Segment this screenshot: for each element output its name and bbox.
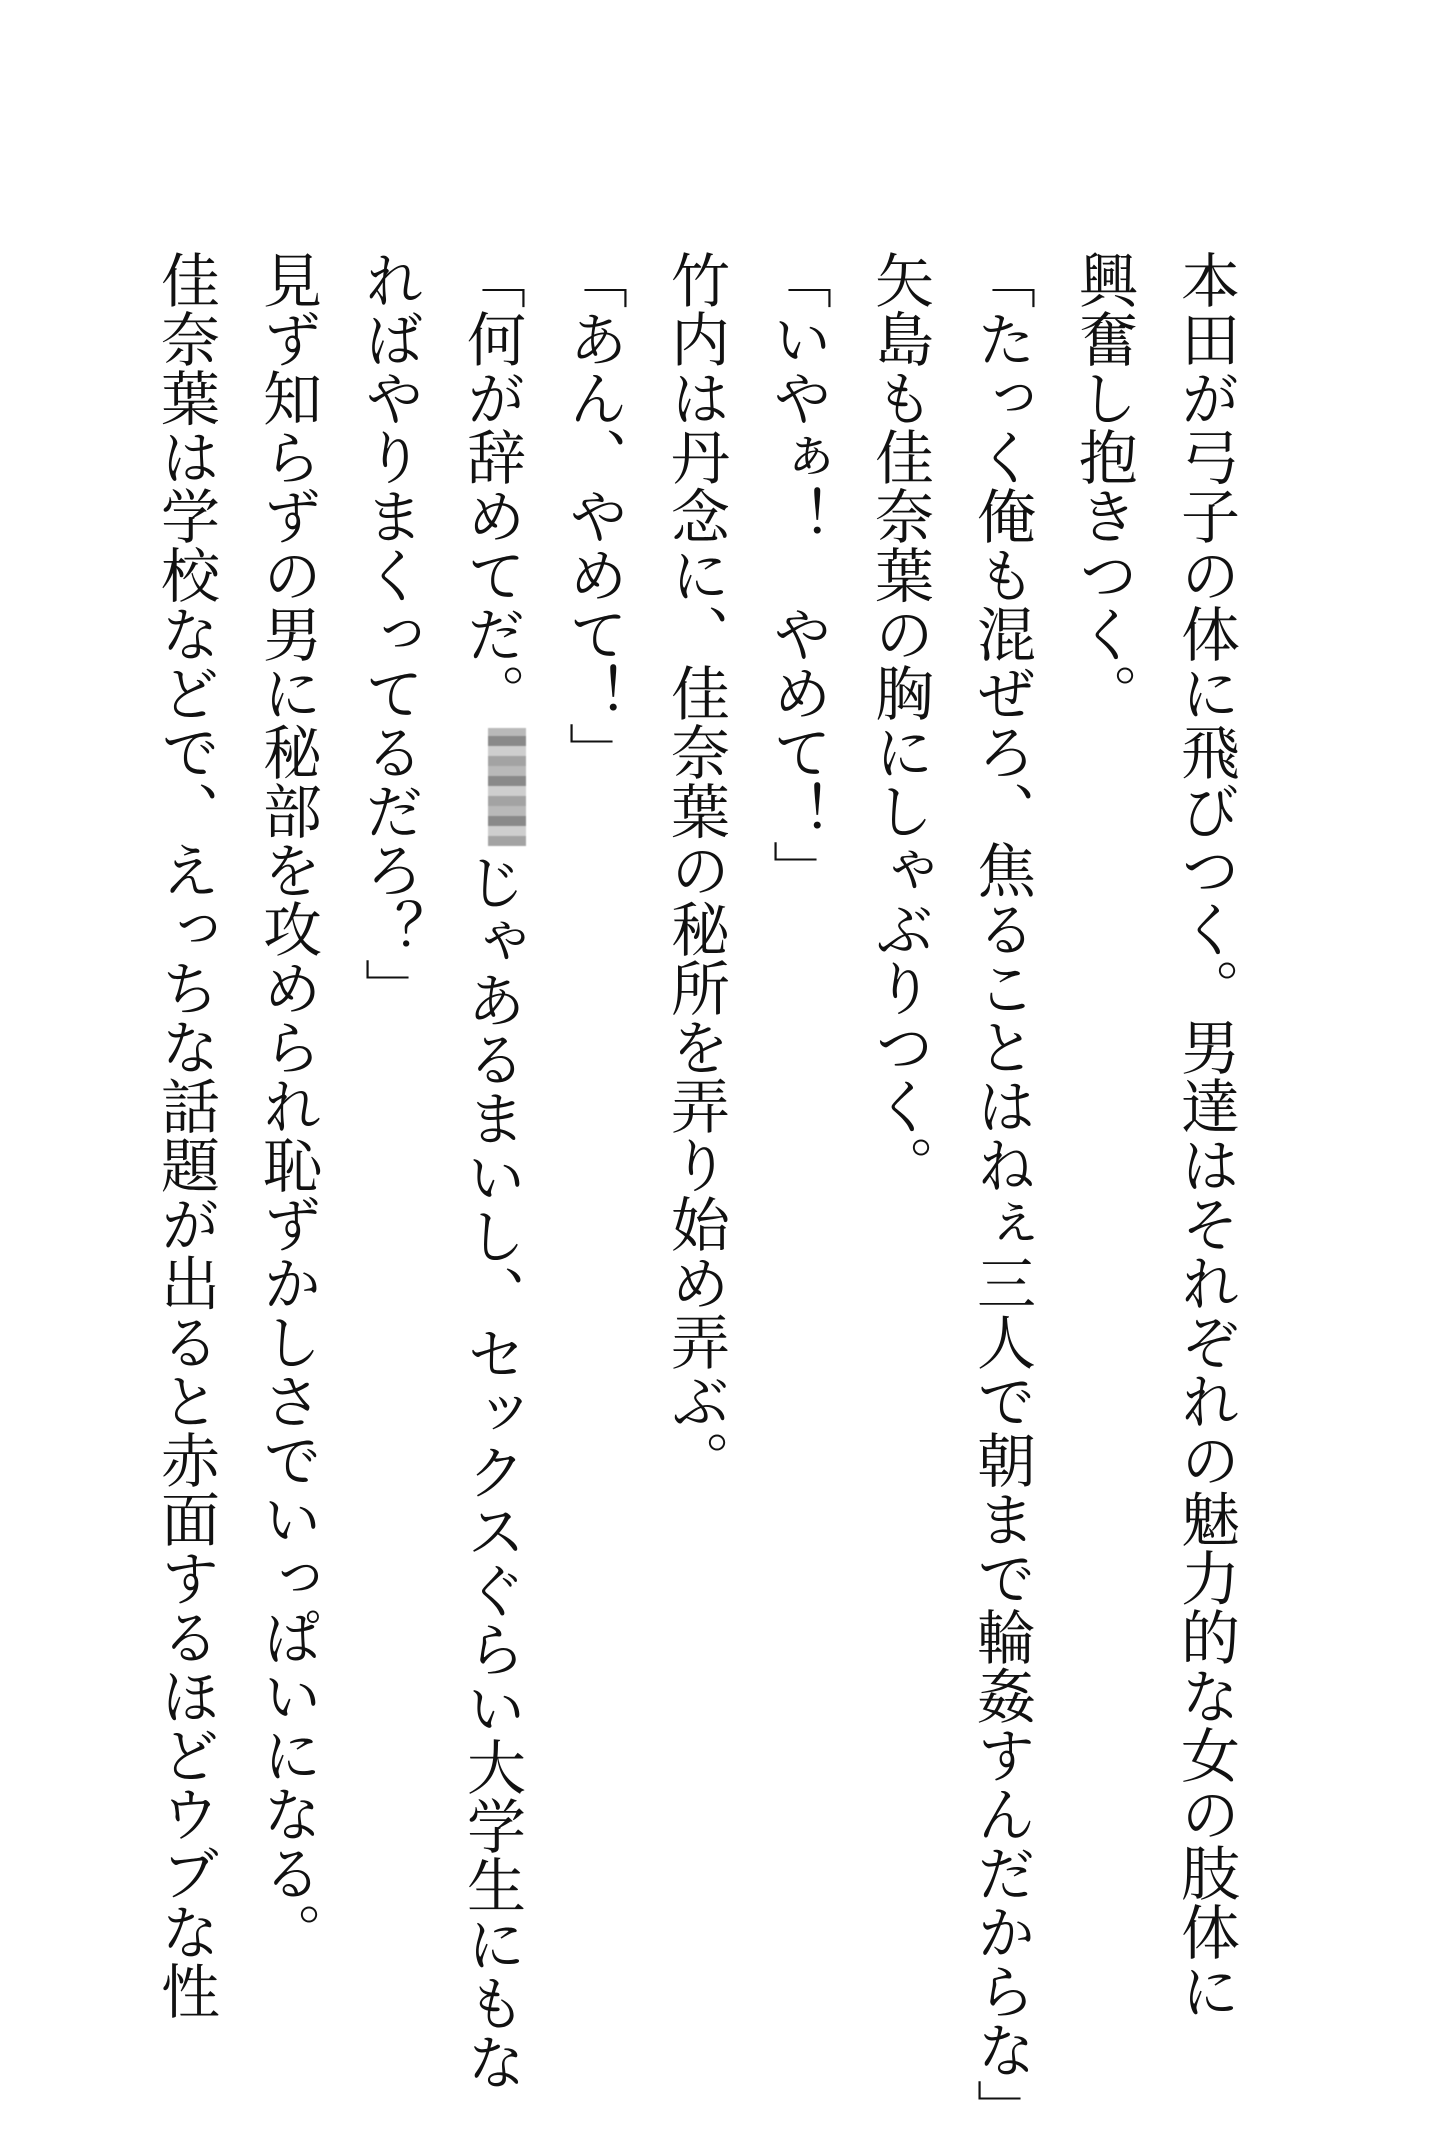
text-column-2: 興奮し抱きつく。 <box>1069 250 1138 722</box>
text-column-8 <box>456 250 526 2091</box>
text-column-4: 矢島も佳奈葉の胸にしゃぶりつく。 <box>865 250 934 1194</box>
text-column-10: 見ず知らずの男に秘部を攻められ恥ずかしさでいっぱいになる。 <box>253 250 322 1961</box>
text-column-3: 「たっく俺も混ぜろ、焦ることはねぇ三人で朝まで輪姦すんだからな」 <box>967 250 1036 2138</box>
censor-mosaic <box>488 728 526 846</box>
text-column-5: 「いやぁ！ やめて！」 <box>763 250 832 899</box>
text-column-8-part-2: じゃあるまいし、セックスぐらい大学生にもな <box>457 852 526 2091</box>
text-column-11: 佳奈葉は学校などで、えっちな話題が出ると赤面するほどウブな性 <box>151 250 220 2020</box>
text-column-9: ればやりまくってるだろ？」 <box>355 250 424 1017</box>
text-column-6: 竹内は丹念に、佳奈葉の秘所を弄り始め弄ぶ。 <box>661 250 730 1489</box>
text-column-7: 「あん、やめて！」 <box>559 250 628 781</box>
text-column-8-part-1: 「何が辞めてだ。 <box>457 250 526 722</box>
text-column-1: 本田が弓子の体に飛びつく。男達はそれぞれの魅力的な女の肢体に <box>1171 250 1240 2020</box>
